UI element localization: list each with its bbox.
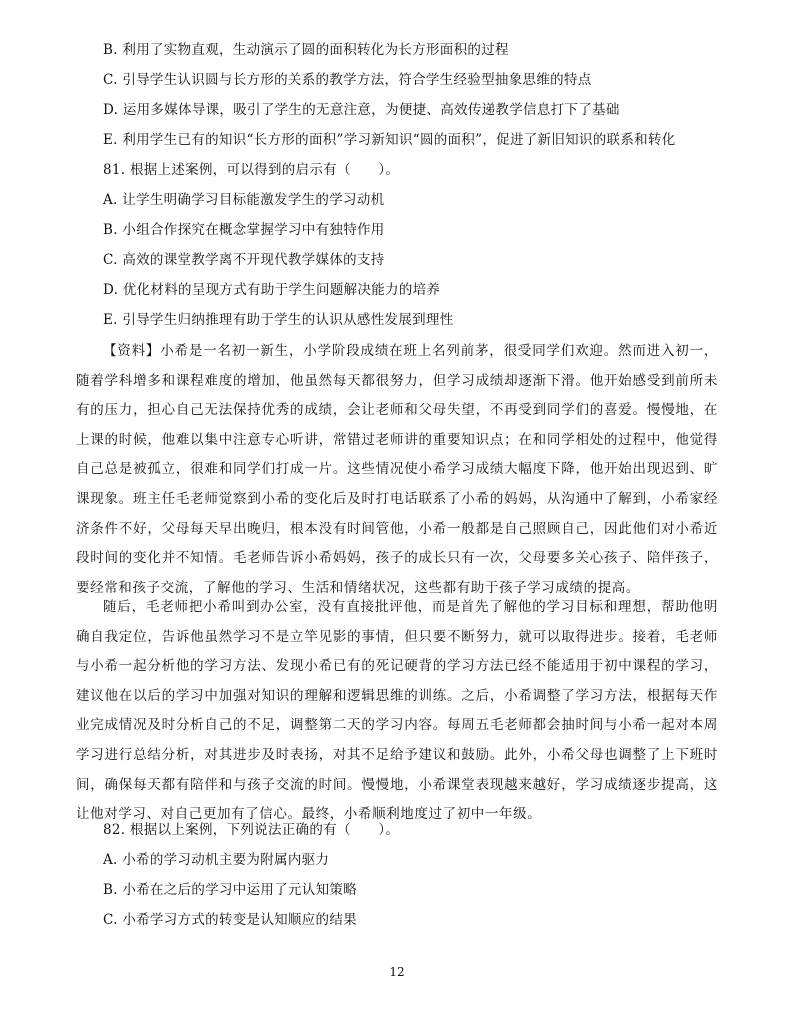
- q80-option-c: C. 引导学生认识圆与长方形的关系的教学方法，符合学生经验型抽象思维的特点: [103, 72, 592, 88]
- material-paragraph-1: 【资料】小希是一名初一新生，小学阶段成绩在班上名列前茅，很受同学们欢迎。然而进入初一，随着学科增多和课程难度的增加，他虽然每天都很努力，但学习成绩却逐渐下滑。他开始感受到前所未有的压力，担心自己无法保持优秀的成绩，会让老师和父母失望，不再受到同学们的喜爱。慢慢地，在上课的时候，他难以集中注意专心听讲，常错过老师讲的重要知识点；在和同学相处的过程中，他觉得自己总是被孤立，很难和同学们打成一片。这些情况使小希学习成绩大幅度下降，他开始出现迟到、旷课现象。班主任毛老师觉察到小希的变化后及时打电话联系了小希的妈妈，从沟通中了解到，小希家经济条件不好，父母每天早出晚归，根本没有时间管他，小希一般都是自己照顾自己，因此他们对小希近段时间的变化并不知情。毛老师告诉小希妈妈，孩子的成长只有一次，父母要多关心孩子、陪伴孩子，要经常和孩子交流，了解他的学习、生活和情绪状况，这些都有助于孩子学习成绩的提高。: [76, 343, 718, 596]
- q82-option-c: C. 小希学习方式的转变是认知顺应的结果: [103, 912, 357, 928]
- q82-stem: 82. 根据以上案例，下列说法正确的有（ ）。: [103, 822, 400, 838]
- q81-option-c: C. 高效的课堂教学离不开现代教学媒体的支持: [103, 252, 385, 268]
- q82-option-b: B. 小希在之后的学习中运用了元认知策略: [103, 882, 358, 898]
- q81-option-b: B. 小组合作探究在概念掌握学习中有独特作用: [103, 222, 385, 238]
- q81-option-a: A. 让学生明确学习目标能激发学生的学习动机: [103, 192, 385, 208]
- q81-option-d: D. 优化材料的呈现方式有助于学生问题解决能力的培养: [103, 282, 441, 298]
- page-number: 12: [389, 965, 405, 979]
- q80-option-b: B. 利用了实物直观，生动演示了圆的面积转化为长方形面积的过程: [103, 42, 509, 58]
- q81-stem: 81. 根据上述案例，可以得到的启示有（ ）。: [103, 162, 400, 178]
- q81-option-e: E. 引导学生归纳推理有助于学生的认识从感性发展到理性: [103, 312, 454, 328]
- q80-option-d: D. 运用多媒体导课，吸引了学生的无意注意，为便捷、高效传递教学信息打下了基础: [103, 102, 620, 118]
- q80-option-e: E. 利用学生已有的知识“长方形的面积”学习新知识“圆的面积”，促进了新旧知识的联系和转化: [103, 132, 676, 148]
- material-paragraph-2: 随后，毛老师把小希叫到办公室，没有直接批评他，而是首先了解他的学习目标和理想，帮助他明确自我定位，告诉他虽然学习不是立竿见影的事情，但只要不断努力，就可以取得进步。接着，毛老师与小希一起分析他的学习方法、发现小希已有的死记硬背的学习方法已经不能适用于初中课程的学习，建议他在以后的学习中加强对知识的理解和逻辑思维的训练。之后，小希调整了学习方法，根据每天作业完成情况及时分析自己的不足，调整第二天的学习内容。每周五毛老师都会抽时间与小希一起对本周学习进行总结分析，对其进步及时表扬，对其不足给予建议和鼓励。此外，小希父母也调整了上下班时间，确保每天都有陪伴和与孩子交流的时间。慢慢地，小希课堂表现越来越好，学习成绩逐步提高，这让他对学习、对自己更加有了信心。最终，小希顺利地度过了初中一年级。: [76, 599, 718, 823]
- q82-option-a: A. 小希的学习动机主要为附属内驱力: [103, 852, 330, 868]
